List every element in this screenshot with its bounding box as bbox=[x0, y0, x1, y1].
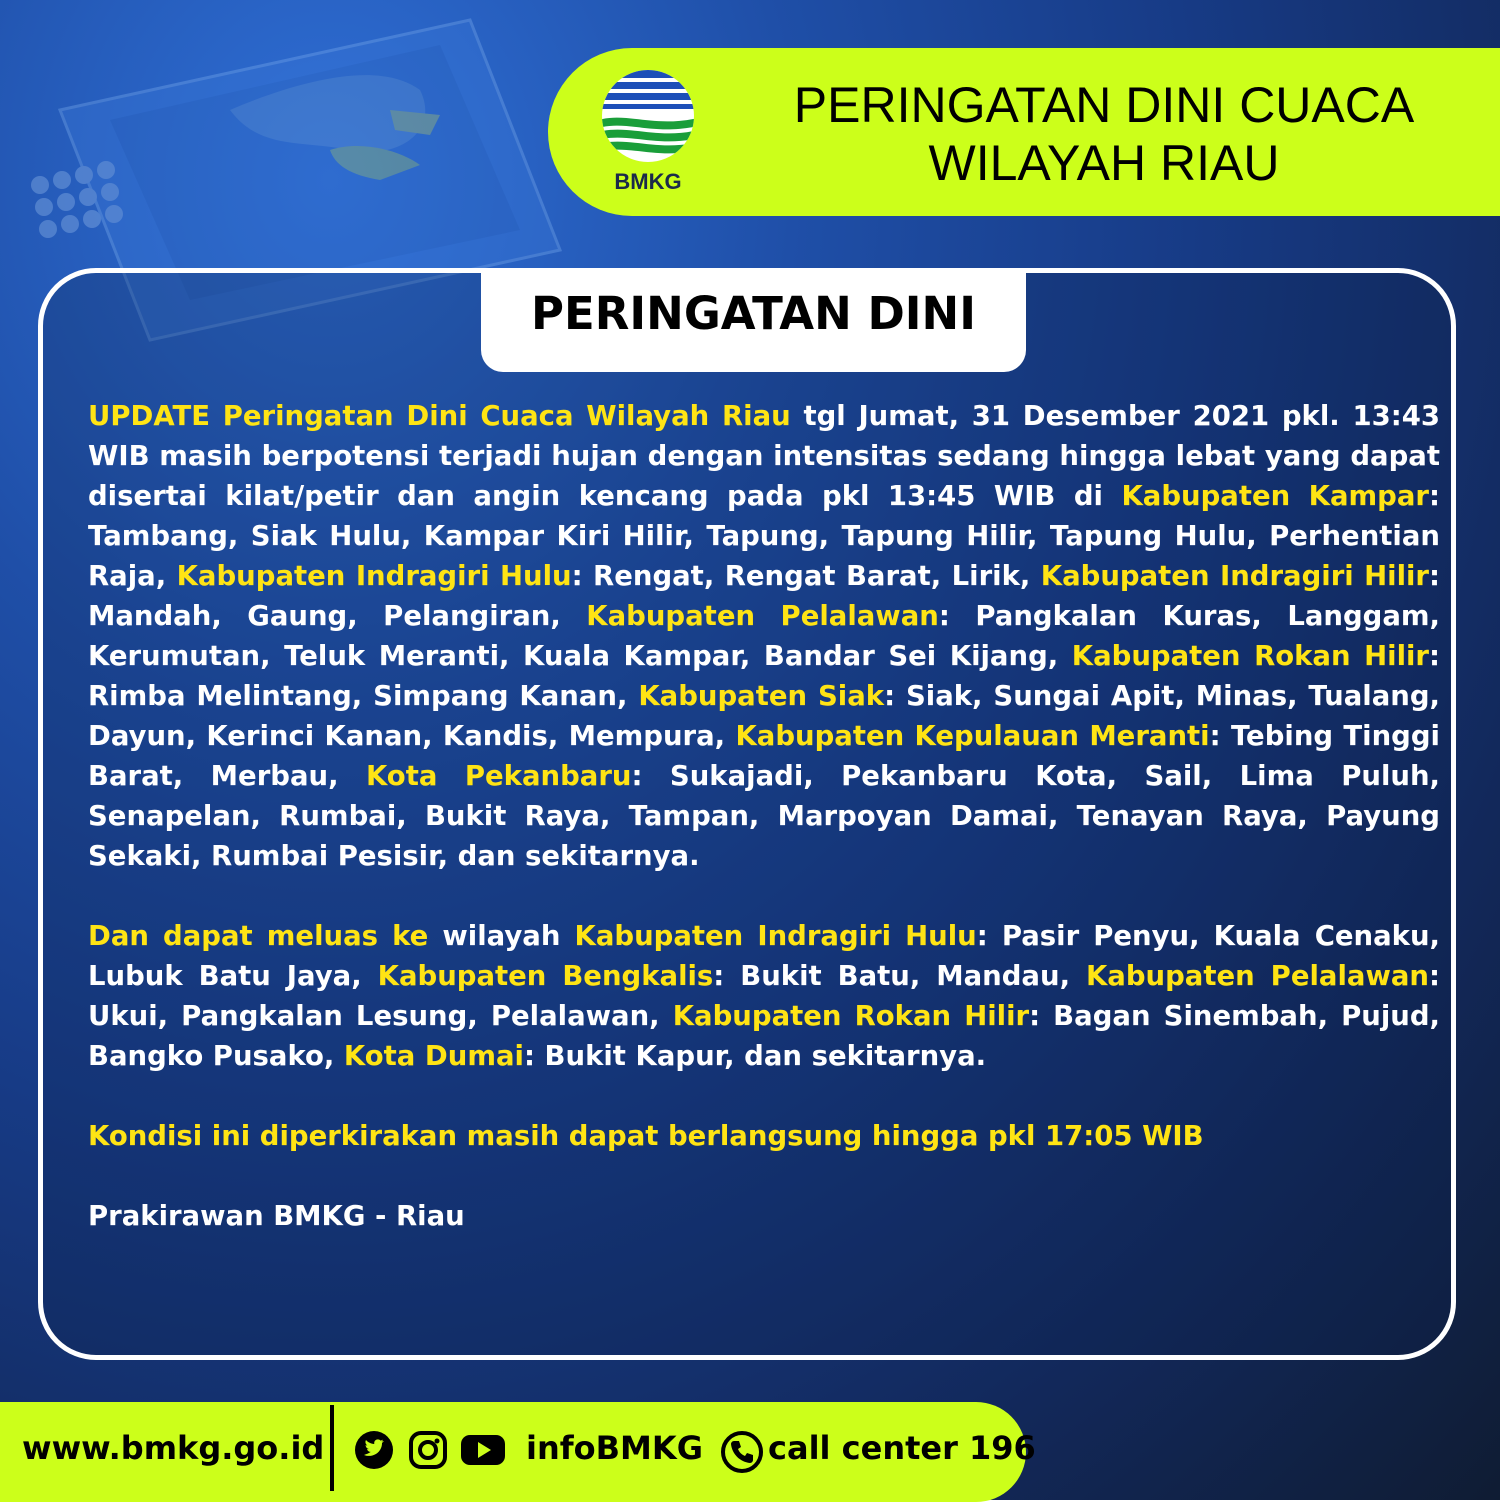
highlight-text: Kota Dumai bbox=[343, 1040, 524, 1072]
highlight-text: Kabupaten Kampar bbox=[1121, 480, 1429, 512]
highlight-text: Kabupaten Rokan Hilir bbox=[1071, 640, 1429, 672]
body-text-segment: : Bukit Kapur, dan sekitarnya. bbox=[523, 1040, 987, 1072]
body-text-segment: wilayah bbox=[428, 920, 575, 952]
social-handle[interactable]: infoBMKG bbox=[526, 1429, 703, 1467]
highlight-text: UPDATE Peringatan Dini Cuaca Wilayah Riau bbox=[88, 400, 791, 432]
body-text-segment: : Rimba Melintang, Simpang Kanan, bbox=[88, 640, 1440, 712]
highlight-text: Kabupaten Pelalawan bbox=[586, 600, 939, 632]
panel-title: PERINGATAN DINI bbox=[531, 287, 976, 340]
body-text-segment: : Bagan Sinembah, Pujud, Bangko Pusako, bbox=[88, 1000, 1440, 1072]
footer-divider bbox=[330, 1405, 334, 1491]
website-link[interactable]: www.bmkg.go.id bbox=[22, 1429, 325, 1467]
warning-body bbox=[88, 396, 1440, 1236]
call-center[interactable]: call center 196 bbox=[768, 1429, 1036, 1467]
highlight-text: Kabupaten Bengkalis bbox=[377, 960, 714, 992]
body-text-segment: : Tambang, Siak Hulu, Kampar Kiri Hilir, Tapung, Tapung Hilir, Tapung Hulu, Perhentian Raja, bbox=[88, 480, 1440, 592]
twitter-icon[interactable] bbox=[354, 1430, 394, 1470]
logo-text: BMKG bbox=[614, 169, 682, 194]
highlight-text: Dan dapat meluas ke bbox=[88, 920, 429, 952]
body-text-segment: : Bukit Batu, Mandau, bbox=[713, 960, 1086, 992]
header-title-line1: PERINGATAN DINI CUACA bbox=[793, 77, 1415, 133]
header-title-line2: WILAYAH RIAU bbox=[928, 135, 1280, 191]
youtube-icon[interactable] bbox=[460, 1430, 506, 1470]
highlight-text: Kabupaten Indragiri Hulu bbox=[176, 560, 572, 592]
warning-paragraph-1 bbox=[88, 396, 1440, 876]
highlight-text: Kabupaten Indragiri Hulu bbox=[574, 920, 977, 952]
body-text-segment: tgl Jumat, 31 Desember 2021 pkl. 13:43 WIB masih berpotensi terjadi hujan dengan intensitas sedang hingga lebat yang dapat disertai kilat/petir dan angin kencang pada pkl 13:45 WIB di bbox=[88, 400, 1440, 512]
header-title bbox=[790, 76, 1418, 192]
body-text-segment: : Sukajadi, Pekanbaru Kota, Sail, Lima Puluh, Senapelan, Rumbai, Bukit Raya, Tampan, Marpoyan Damai, Tenayan Raya, Payung Sekaki, Rumbai Pesisir, dan sekitarnya. bbox=[88, 760, 1440, 872]
body-text-segment: : Mandah, Gaung, Pelangiran, bbox=[88, 560, 1440, 632]
body-text-segment: : Siak, Sungai Apit, Minas, Tualang, Dayun, Kerinci Kanan, Kandis, Mempura, bbox=[88, 680, 1440, 752]
body-text-segment: : Pangkalan Kuras, Langgam, Kerumutan, Teluk Meranti, Kuala Kampar, Bandar Sei Kijang, bbox=[88, 600, 1441, 672]
highlight-text: Kabupaten Indragiri Hilir bbox=[1040, 560, 1429, 592]
body-text-segment: : Tebing Tinggi Barat, Merbau, bbox=[88, 720, 1440, 792]
instagram-icon[interactable] bbox=[408, 1430, 448, 1470]
body-text-segment: : Pasir Penyu, Kuala Cenaku, Lubuk Batu Jaya, bbox=[88, 920, 1440, 992]
highlight-text: Kabupaten Pelalawan bbox=[1085, 960, 1429, 992]
signature: Prakirawan BMKG - Riau bbox=[88, 1200, 465, 1232]
highlight-text: Kota Pekanbaru bbox=[365, 760, 632, 792]
warning-paragraph-2 bbox=[88, 916, 1440, 1076]
body-text-segment: : Ukui, Pangkalan Lesung, Pelalawan, bbox=[88, 960, 1440, 1032]
highlight-text: Kabupaten Kepulauan Meranti bbox=[735, 720, 1210, 752]
highlight-text: Kabupaten Rokan Hilir bbox=[672, 1000, 1030, 1032]
highlight-text: Kabupaten Siak bbox=[638, 680, 885, 712]
phone-icon bbox=[720, 1430, 764, 1474]
body-text-segment: : Rengat, Rengat Barat, Lirik, bbox=[571, 560, 1041, 592]
duration-note: Kondisi ini diperkirakan masih dapat berlangsung hingga pkl 17:05 WIB bbox=[88, 1120, 1204, 1152]
bmkg-logo bbox=[598, 68, 698, 196]
